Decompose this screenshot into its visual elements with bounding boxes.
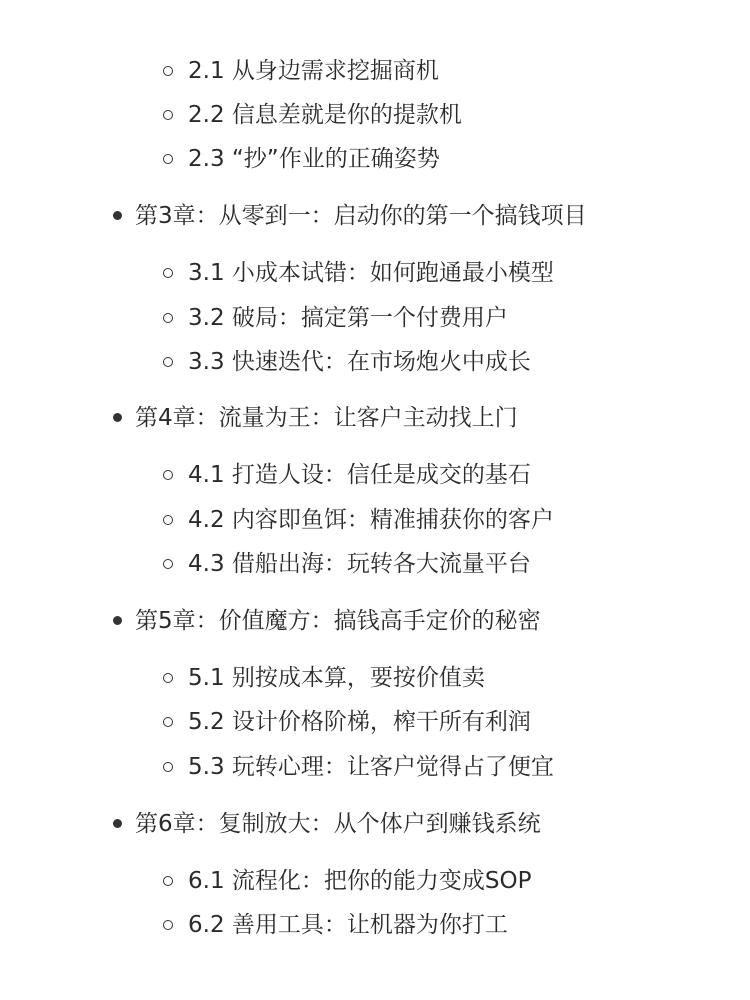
section-item-3-1: [188, 258, 554, 288]
section-title: 4.3 借船出海：玩转各大流量平台: [188, 551, 531, 577]
section-item-3-2: [188, 303, 508, 333]
hollow-bullet-icon: [163, 110, 173, 120]
filled-bullet-icon: [113, 413, 122, 422]
chapter-title: 第4章：流量为王：让客户主动找上门: [135, 405, 518, 431]
section-item-6-2: [188, 910, 508, 940]
section-item-5-3: [188, 752, 554, 782]
chapter-title: 第5章：价值魔方：搞钱高手定价的秘密: [135, 608, 541, 634]
section-item-2-1: [188, 56, 439, 86]
hollow-bullet-icon: [163, 154, 173, 164]
section-title: 5.1 别按成本算，要按价值卖: [188, 665, 485, 691]
chapter-item-3: [135, 201, 587, 231]
chapter-title: 第3章：从零到一：启动你的第一个搞钱项目: [135, 203, 587, 229]
section-item-2-3: [188, 144, 440, 174]
hollow-bullet-icon: [163, 357, 173, 367]
hollow-bullet-icon: [163, 920, 173, 930]
section-item-4-1: [188, 460, 531, 490]
section-title: 5.3 玩转心理：让客户觉得占了便宜: [188, 754, 554, 780]
chapter-title: 第6章：复制放大：从个体户到赚钱系统: [135, 811, 541, 837]
hollow-bullet-icon: [163, 717, 173, 727]
chapter-item-4: [135, 403, 518, 433]
section-title: 3.2 破局：搞定第一个付费用户: [188, 305, 508, 331]
section-title: 5.2 设计价格阶梯，榨干所有利润: [188, 709, 531, 735]
hollow-bullet-icon: [163, 313, 173, 323]
hollow-bullet-icon: [163, 268, 173, 278]
section-item-2-2: [188, 100, 462, 130]
section-title: 3.1 小成本试错：如何跑通最小模型: [188, 260, 554, 286]
section-item-6-1: [188, 866, 531, 896]
section-title: 3.3 快速迭代：在市场炮火中成长: [188, 349, 531, 375]
hollow-bullet-icon: [163, 470, 173, 480]
section-item-4-2: [188, 505, 554, 535]
hollow-bullet-icon: [163, 762, 173, 772]
section-title: 2.3 “抄”作业的正确姿势: [188, 146, 440, 172]
chapter-item-6: [135, 809, 541, 839]
section-title: 2.1 从身边需求挖掘商机: [188, 58, 439, 84]
section-title: 6.1 流程化：把你的能力变成SOP: [188, 868, 532, 894]
hollow-bullet-icon: [163, 515, 173, 525]
section-item-5-1: [188, 663, 485, 693]
section-item-5-2: [188, 707, 531, 737]
filled-bullet-icon: [113, 616, 122, 625]
hollow-bullet-icon: [163, 673, 173, 683]
chapter-item-5: [135, 606, 541, 636]
hollow-bullet-icon: [163, 66, 173, 76]
hollow-bullet-icon: [163, 876, 173, 886]
hollow-bullet-icon: [163, 559, 173, 569]
filled-bullet-icon: [113, 211, 122, 220]
section-title: 6.2 善用工具：让机器为你打工: [188, 912, 508, 938]
section-title: 4.1 打造人设：信任是成交的基石: [188, 462, 531, 488]
section-title: 4.2 内容即鱼饵：精准捕获你的客户: [188, 507, 554, 533]
filled-bullet-icon: [113, 819, 122, 828]
section-item-3-3: [188, 347, 531, 377]
section-title: 2.2 信息差就是你的提款机: [188, 102, 462, 128]
section-item-4-3: [188, 549, 531, 579]
